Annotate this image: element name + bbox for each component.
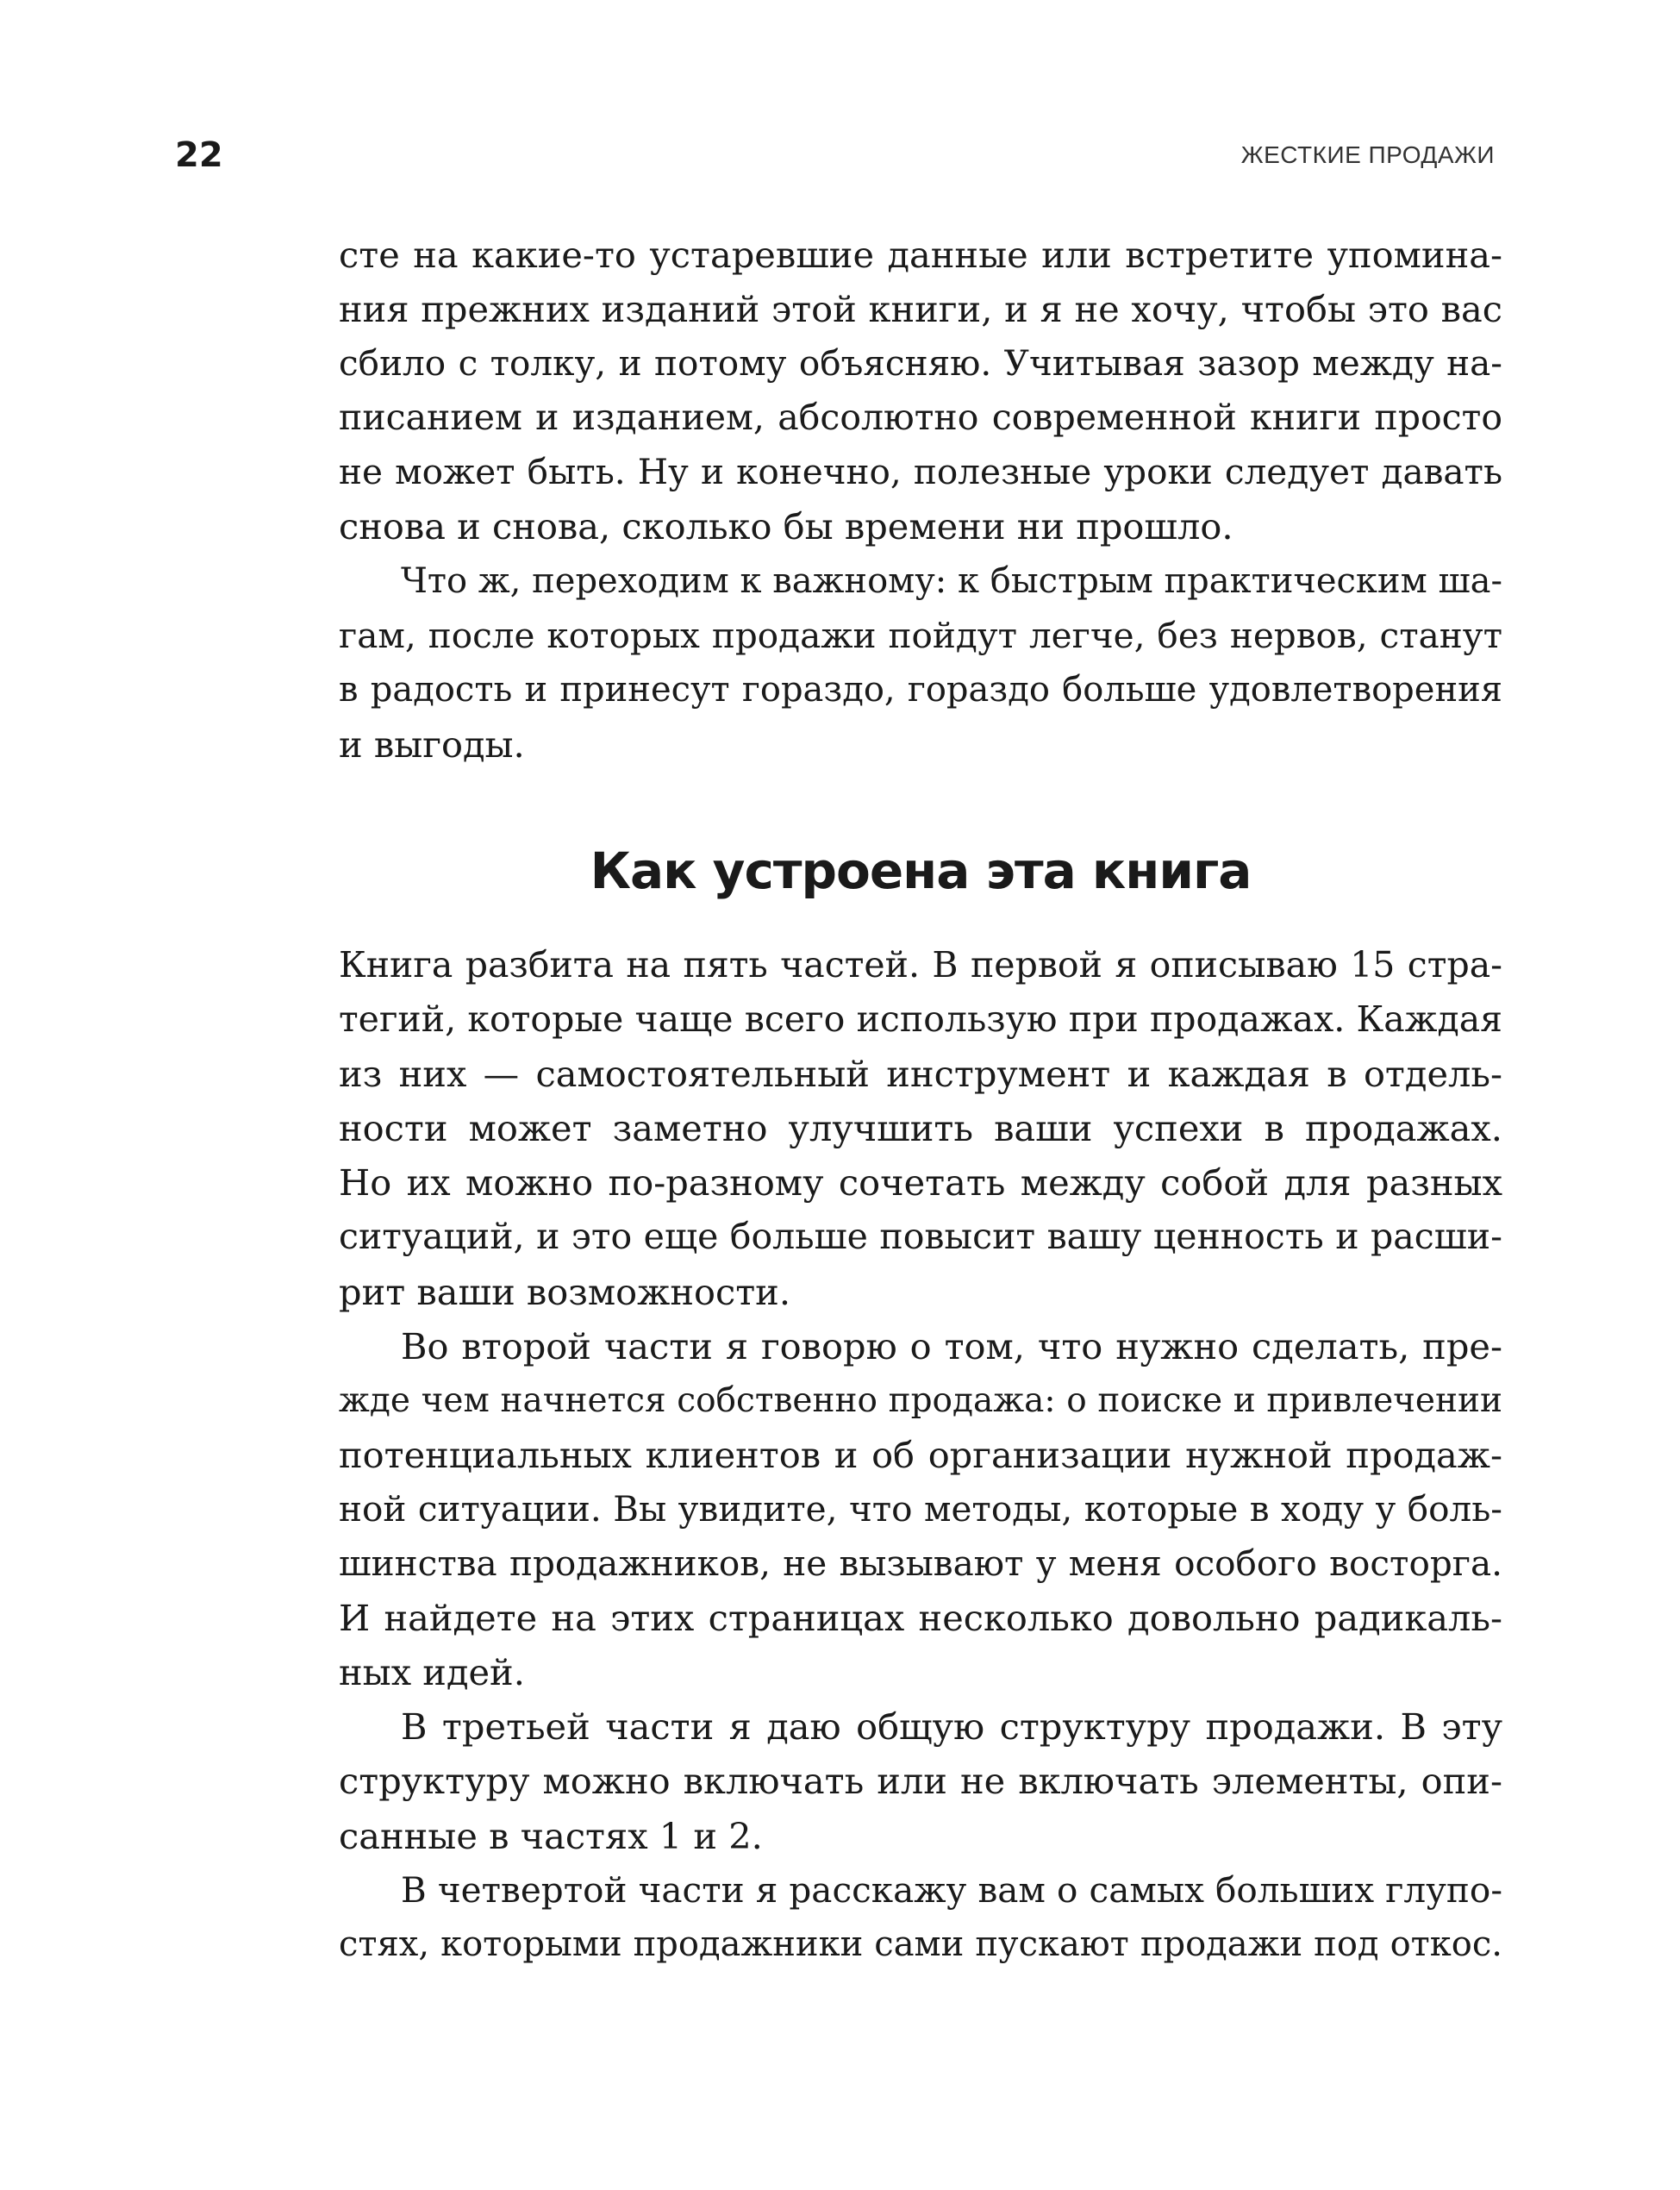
text-line: Книга разбита на пять частей. В первой я описываю 15 стра- [339, 944, 1502, 986]
text-line: сте на какие-то устаревшие данные или встретите упомина- [339, 234, 1502, 276]
text-line: ситуаций, и это еще больше повысит вашу ценность и расши- [339, 1216, 1502, 1258]
text-line: и выгоды. [339, 723, 525, 766]
text-line: не может быть. Ну и конечно, полезные уроки следует давать [339, 451, 1502, 493]
text-line: Но их можно по-разному сочетать между собой для разных [339, 1161, 1502, 1204]
text-line: в радость и принесут гораздо, гораздо больше удовлетворения [339, 669, 1502, 710]
text-line: жде чем начнется собственно продажа: о поиске и привлечении [339, 1380, 1502, 1420]
text-line: ных идей. [339, 1651, 525, 1694]
text-line: Во второй части я говорю о том, что нужно сделать, пре- [401, 1324, 1502, 1367]
text-line: В третьей части я даю общую структуру продажи. В эту [401, 1705, 1502, 1749]
text-line: В четвертой части я расскажу вам о самых больших глупо- [401, 1868, 1502, 1911]
text-line: шинства продажников, не вызывают у меня особого восторга. [339, 1542, 1502, 1585]
text-line: снова и снова, сколько бы времени ни прошло. [339, 505, 1233, 548]
text-line: рит ваши возможности. [339, 1270, 791, 1313]
text-line: санные в частях 1 и 2. [339, 1814, 763, 1857]
page-number: 22 [175, 135, 223, 175]
text-block-bottom [339, 938, 1502, 1972]
text-line: структуру можно включать или не включать элементы, опи- [339, 1760, 1502, 1803]
text-line: ной ситуации. Вы увидите, что методы, которые в ходу у боль- [339, 1487, 1502, 1530]
text-line: ности может заметно улучшить ваши успехи в продажах. [339, 1107, 1502, 1150]
text-line: писанием и изданием, абсолютно современной книги просто [339, 397, 1502, 439]
text-line: сбило с толку, и потому объясняю. Учитывая зазор между на- [339, 342, 1502, 385]
text-line: Что ж, переходим к важному: к быстрым практическим ша- [401, 560, 1502, 601]
text-line: стях, которыми продажники сами пускают продажи под откос. [339, 1924, 1502, 1964]
text-line: из них — самостоятельный инструмент и каждая в отдель- [339, 1053, 1502, 1096]
text-block-top [339, 228, 1502, 772]
text-line: гам, после которых продажи пойдут легче, без нервов, станут [339, 614, 1502, 656]
text-line: И найдете на этих страницах несколько довольно радикаль- [339, 1597, 1502, 1640]
section-heading: Как устроена эта книга [590, 842, 1252, 900]
text-line: тегий, которые чаще всего использую при продажах. Каждая [339, 998, 1502, 1041]
text-line: потенциальных клиентов и об организации нужной продаж- [339, 1433, 1502, 1476]
running-head: ЖЕСТКИЕ ПРОДАЖИ [1240, 141, 1495, 168]
text-line: ния прежних изданий этой книги, и я не хочу, чтобы это вас [339, 288, 1502, 331]
